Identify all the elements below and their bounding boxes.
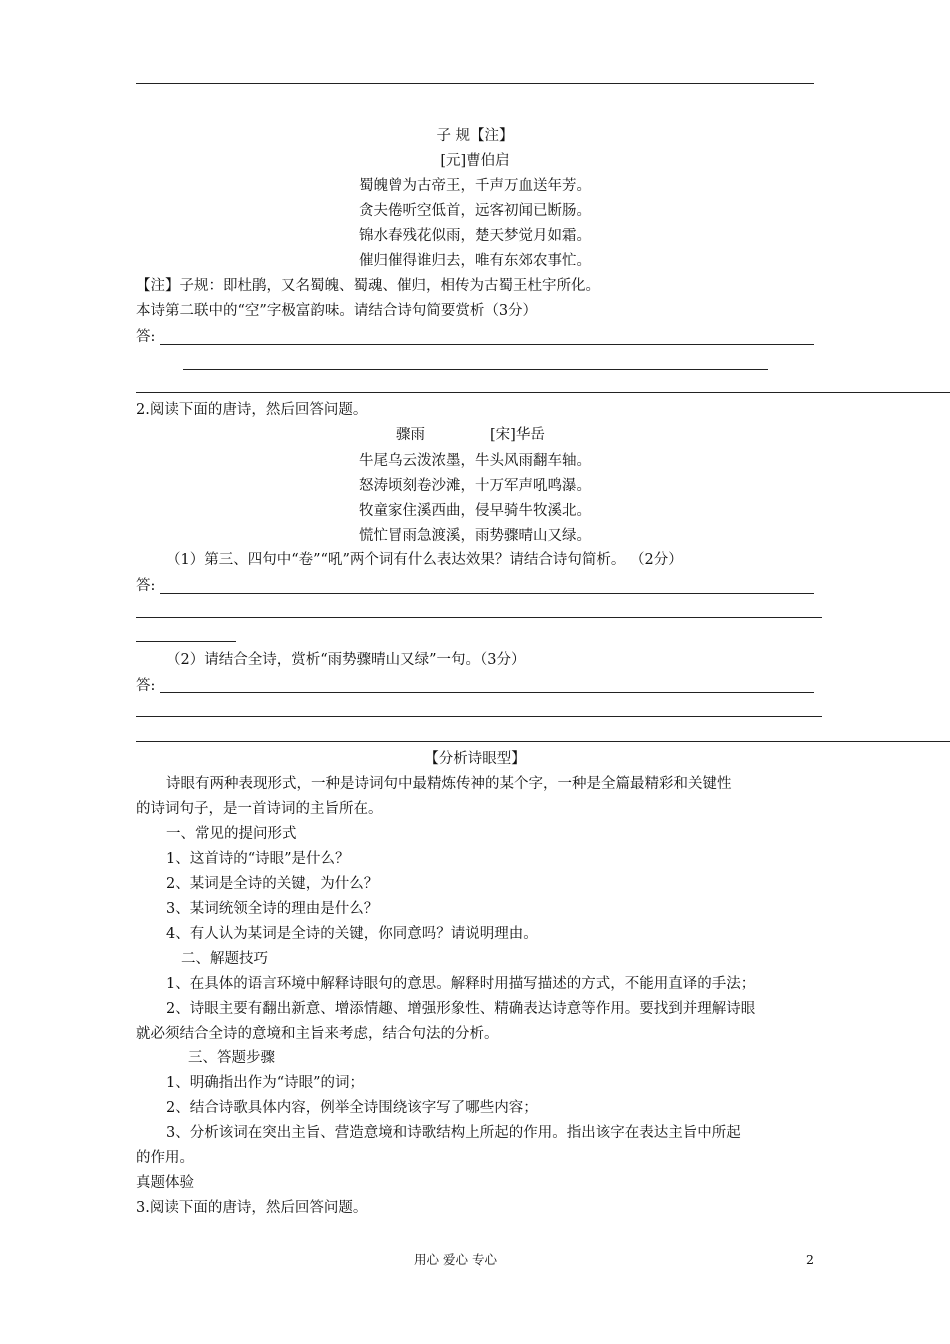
list-item-continued: 就必须结合全诗的意境和主旨来考虑，结合句法的分析。 (136, 1026, 499, 1042)
answer-line (160, 593, 814, 594)
list-item: 2、某词是全诗的关键，为什么？ (166, 876, 379, 892)
subheading-question-forms: 一、常见的提问形式 (166, 826, 297, 842)
q2-intro: 2.阅读下面的唐诗，然后回答问题。 (136, 402, 368, 418)
poem1-line: 催归催得谁归去，唯有东郊农事忙。 (359, 253, 591, 269)
q2-subquestion-1: （1）第三、四句中“卷”“吼”两个词有什么表达效果？请结合诗句简析。 （2分） (166, 552, 683, 568)
q2-poem-author: [宋]华岳 (490, 427, 545, 443)
answer-label: 答: (136, 678, 156, 694)
list-item: 2、诗眼主要有翻出新意、增添情趣、增强形象性、精确表达诗意等作用。要找到并理解诗眼 (166, 1001, 756, 1017)
q2-poem-line: 牛尾乌云泼浓墨，牛头风雨翻车轴。 (359, 453, 591, 469)
section-heading: 【分析诗眼型】 (424, 751, 526, 767)
q3-intro: 3.阅读下面的唐诗，然后回答问题。 (136, 1200, 368, 1216)
list-item: 2、结合诗歌具体内容，例举全诗围绕该字写了哪些内容； (166, 1100, 538, 1116)
q2-poem-line: 怒涛顷刻卷沙滩，十万军声吼鸣瀑。 (359, 478, 591, 494)
list-item-continued: 的作用。 (136, 1150, 194, 1166)
answer-line (160, 344, 814, 345)
q2-poem-line: 慌忙冒雨急渡溪，雨势骤晴山又绿。 (359, 528, 591, 544)
subheading-techniques: 二、解题技巧 (181, 951, 268, 967)
poem1-author: [元]曹伯启 (440, 153, 510, 169)
page-number: 2 (806, 1252, 814, 1267)
answer-label: 答: (136, 329, 156, 345)
list-item: 4、有人认为某词是全诗的关键，你同意吗？请说明理由。 (166, 926, 538, 942)
list-item: 3、分析该词在突出主旨、营造意境和诗歌结构上所起的作用。指出该字在表达主旨中所起 (166, 1125, 741, 1141)
section-intro: 诗眼有两种表现形式，一种是诗词句中最精炼传神的某个字，一种是全篇最精彩和关键性 (166, 776, 732, 792)
list-item: 1、在具体的语言环境中解释诗眼句的意思。解释时用描写描述的方式，不能用直译的手法； (166, 976, 756, 992)
answer-line (136, 392, 950, 393)
list-item: 1、明确指出作为“诗眼”的词； (166, 1075, 365, 1091)
answer-line (136, 741, 950, 742)
answer-line (136, 641, 236, 642)
poem1-line: 贪夫倦听空低首，远客初闻已断肠。 (359, 203, 591, 219)
poem1-note: 【注】子规：即杜鹃，又名蜀魄、蜀魂、催归，相传为古蜀王杜宇所化。 (136, 278, 600, 294)
poem1-question: 本诗第二联中的“空”字极富韵味。请结合诗句简要赏析（3分） (136, 303, 538, 319)
poem1-title: 子 规【注】 (436, 128, 514, 144)
q2-poem-title: 骤雨 (396, 427, 425, 443)
real-exam-heading: 真题体验 (136, 1175, 194, 1191)
section-intro: 的诗词句子，是一首诗词的主旨所在。 (136, 801, 383, 817)
subheading-steps: 三、答题步骤 (188, 1050, 275, 1066)
q2-subquestion-2: （2）请结合全诗，赏析“雨势骤晴山又绿”一句。（3分） (166, 652, 526, 668)
q2-poem-line: 牧童家住溪西曲，侵早骑牛牧溪北。 (359, 503, 591, 519)
answer-label: 答: (136, 578, 156, 594)
answer-line (136, 716, 822, 717)
list-item: 3、某词统领全诗的理由是什么？ (166, 901, 379, 917)
poem1-line: 蜀魄曾为古帝王，千声万血送年芳。 (359, 178, 591, 194)
answer-line (136, 617, 822, 618)
answer-line (160, 692, 814, 693)
footer-text: 用心 爱心 专心 (414, 1252, 497, 1267)
header-rule (136, 83, 814, 84)
answer-line (183, 369, 768, 370)
list-item: 1、这首诗的“诗眼”是什么？ (166, 851, 350, 867)
poem1-line: 锦水春残花似雨，楚天梦觉月如霜。 (359, 228, 591, 244)
